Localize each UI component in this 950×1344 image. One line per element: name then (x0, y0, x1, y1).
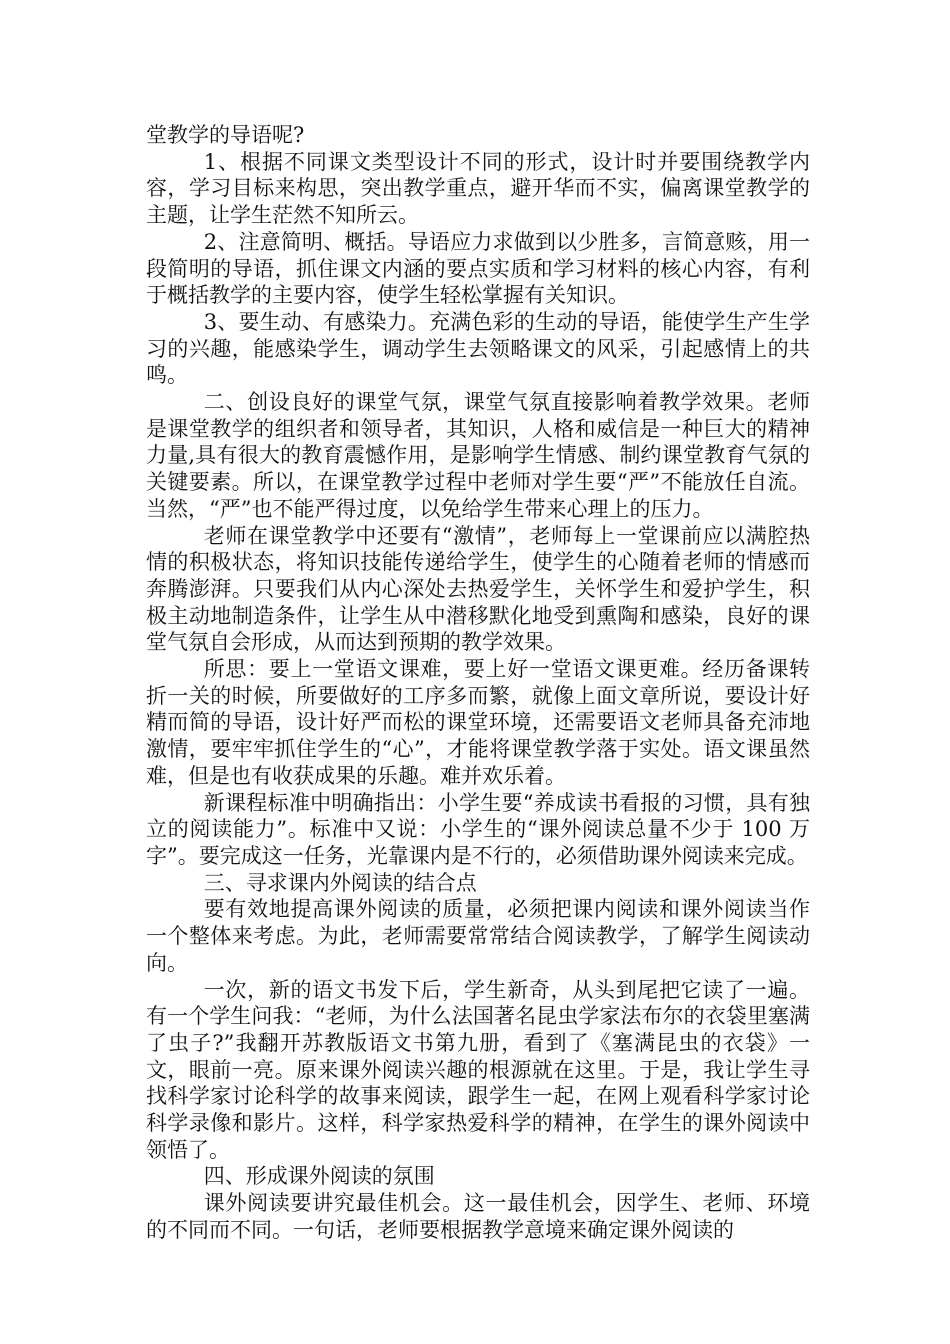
paragraph: 新课程标准中明确指出：小学生要“养成读书看报的习惯，具有独立的阅读能力”。标准中又说：小学生的“课外阅读总量不少于 100 万字”。要完成这一任务，光靠课内是不行的，必须借助课外阅读来完成。 (146, 790, 810, 868)
paragraph: 1、根据不同课文类型设计不同的形式，设计时并要围绕教学内容，学习目标来构思，突出教学重点，避开华而不实，偏离课堂教学的主题，让学生茫然不知所云。 (146, 149, 810, 228)
paragraph: 老师在课堂教学中还要有“激情”，老师每上一堂课前应以满腔热情的积极状态，将知识技能传递给学生，使学生的心随着老师的情感而奔腾澎湃。只要我们从内心深处去热爱学生，关怀学生和爱护学生，积极主动地制造条件，让学生从中潜移默化地受到熏陶和感染，良好的课堂气氛自会形成，从而达到预期的教学效果。 (146, 523, 810, 655)
section-heading: 三、寻求课内外阅读的结合点 (203, 870, 477, 895)
paragraph: 课外阅读要讲究最佳机会。这一最佳机会，因学生、老师、环境的不同而不同。一句话，老师要根据教学意境来确定课外阅读的 (146, 1191, 810, 1242)
paragraph: 二、创设良好的课堂气氛，课堂气氛直接影响着教学效果。老师是课堂教学的组织者和领导者，其知识，人格和威信是一种巨大的精神力量,具有很大的教育震憾作用，是影响学生情感、制约课堂教育气氛的关键要素。所以，在课堂教学过程中老师对学生要“严”不能放任自流。当然，“严”也不能严得过度，以免给学生带来心理上的压力。 (146, 390, 810, 521)
paragraph: 要有效地提高课外阅读的质量，必须把课内阅读和课外阅读当作一个整体来考虑。为此，老师需要常常结合阅读教学，了解学生阅读动向。 (146, 897, 810, 975)
section-heading: 四、形成课外阅读的氛围 (203, 1164, 435, 1189)
paragraph: 堂教学的导语呢? (146, 123, 305, 147)
paragraph: 2、注意简明、概括。导语应力求做到以少胜多，言简意赅，用一段简明的导语，抓住课文内涵的要点实质和学习材料的核心内容，有利于概括教学的主要内容，使学生轻松掌握有关知识。 (146, 229, 810, 308)
body-text (146, 122, 810, 1244)
paragraph: 所思：要上一堂语文课难，要上好一堂语文课更难。经历备课转折一关的时候，所要做好的工序多而繁，就像上面文章所说，要设计好精而简的导语，设计好严而松的课堂环境，还需要语文老师具备充沛地激情，要牢牢抓住学生的“心”，才能将课堂教学落于实处。语文课虽然难，但是也有收获成果的乐趣。难并欢乐着。 (146, 657, 810, 788)
paragraph: 3、要生动、有感染力。充满色彩的生动的导语，能使学生产生学习的兴趣，能感染学生，调动学生去领略课文的风采，引起感情上的共鸣。 (146, 309, 810, 388)
paragraph: 一次，新的语文书发下后，学生新奇，从头到尾把它读了一遍。有一个学生问我：“老师，为什么法国著名昆虫学家法布尔的衣袋里塞满了虫子?”我翻开苏教版语文书第九册，看到了《塞满昆虫的衣袋》一文，眼前一亮。原来课外阅读兴趣的根源就在这里。于是，我让学生寻找科学家讨论科学的故事来阅读，跟学生一起，在网上观看科学家讨论科学录像和影片。这样，科学家热爱科学的精神，在学生的课外阅读中领悟了。 (146, 977, 810, 1162)
